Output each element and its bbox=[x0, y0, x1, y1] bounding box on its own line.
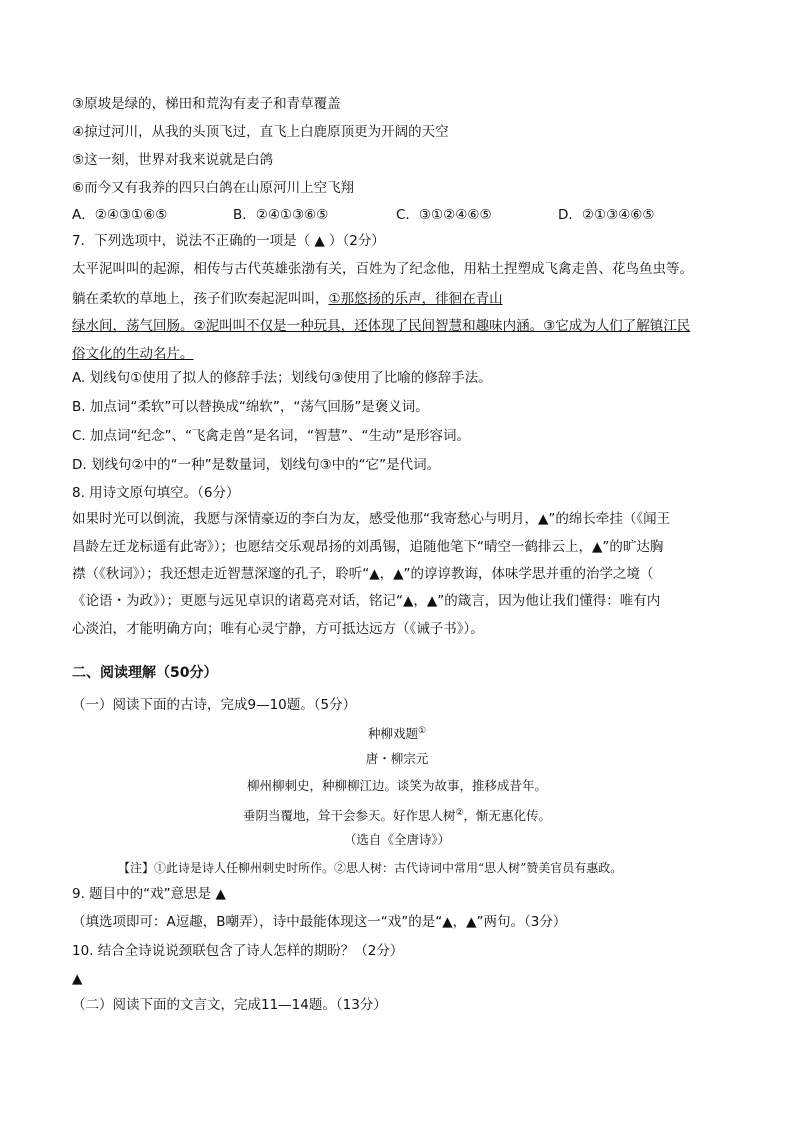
q8-line-1: 如果时光可以倒流，我愿与深情豪迈的李白为友，感受他那“我寄愁心与明月，▲”的绵长牵挂（《闻王 bbox=[72, 511, 671, 527]
q7-option-d: D. 划线句②中的“一种”是数量词，划线句③中的“它”是代词。 bbox=[72, 457, 441, 473]
q8-line-2: 昌龄左迁龙标遥有此寄》）；也愿结交乐观昂扬的刘禹锡，追随他笔下“晴空一鹤排云上，▲”的旷达胸 bbox=[72, 539, 664, 555]
poem-line-2-footnote-mark: ② bbox=[455, 808, 464, 818]
q7-option-b: B. 加点词“柔软”可以替换成“绵软”，“荡气回肠”是褒义词。 bbox=[72, 399, 429, 415]
q7-para-line-2 bbox=[72, 289, 503, 309]
poem-author: 唐・柳宗元 bbox=[365, 751, 429, 766]
poem-line-2 bbox=[0, 804, 794, 825]
section-2-title: 二、阅读理解（50分） bbox=[72, 665, 218, 681]
q6-option-b: B．②④①③⑥⑤ bbox=[233, 207, 329, 223]
q7-para-line-3: 绿水间，荡气回肠。②泥叫叫不仅是一种玩具，还体现了民间智慧和趣味内涵。③它成为人们了解镇江民 bbox=[72, 318, 691, 334]
q6-item-5: ⑤这一刻，世界对我来说就是白鸽 bbox=[72, 152, 274, 168]
q7-para-line-2-text: 躺在柔软的草地上，孩子们吹奏起泥叫叫， bbox=[72, 291, 329, 307]
q10-answer-marker: ▲ bbox=[72, 971, 83, 987]
poem-line-2-b: ，惭无惠化传。 bbox=[463, 808, 552, 824]
q8-line-3: 襟（《秋词》）；我还想走近智慧深邃的孔子，聆听“▲，▲”的谆谆教诲，体味学思并重的治学之境（ bbox=[72, 566, 654, 582]
q7-underlined-sentence-1: ①那悠扬的乐声，徘徊在青山 bbox=[328, 291, 503, 307]
part-2-heading: （二）阅读下面的文言文，完成11—14题。（13分） bbox=[72, 997, 387, 1013]
poem-title bbox=[0, 722, 794, 743]
q6-option-c: C．③①②④⑥⑤ bbox=[396, 207, 492, 223]
poem-title-text: 种柳戏题 bbox=[367, 726, 418, 742]
poem-title-footnote-mark: ① bbox=[417, 726, 427, 736]
q6-item-6: ⑥而今又有我养的四只白鸽在山原河川上空飞翔 bbox=[72, 180, 355, 196]
poem-source: （选自《全唐诗》） bbox=[343, 832, 451, 847]
q6-option-a: A．②④③①⑥⑤ bbox=[72, 207, 168, 223]
poem-line-1: 柳州柳刺史，种柳柳江边。谈笑为故事，推移成昔年。 bbox=[246, 778, 547, 793]
q6-item-3: ③原坡是绿的，梯田和荒沟有麦子和青草覆盖 bbox=[72, 96, 341, 112]
q8-line-4: 《论语・为政》）；更愿与远见卓识的诸葛亮对话，铭记“▲，▲”的箴言，因为他让我们懂得：唯有内 bbox=[72, 593, 661, 609]
q8-stem: 8. 用诗文原句填空。（6分） bbox=[72, 485, 240, 501]
q7-para-line-1: 太平泥叫叫的起源，相传与古代英雄张渤有关，百姓为了纪念他，用粘土捏塑成飞禽走兽、花鸟鱼虫等。 bbox=[72, 261, 693, 277]
q7-stem: 7．下列选项中，说法不正确的一项是（ ▲ ）（2分） bbox=[72, 233, 385, 249]
q8-line-5: 心淡泊，才能明确方向；唯有心灵宁静，方可抵达远方（《诫子书》）。 bbox=[72, 621, 484, 637]
q6-option-d: D．②①③④⑥⑤ bbox=[558, 207, 655, 223]
poem-note: 【注】①此诗是诗人任柳州刺史时所作。②思人树：古代诗词中常用“思人树”赞美官员有惠政。 bbox=[118, 861, 623, 875]
part-1-heading: （一）阅读下面的古诗，完成9—10题。（5分） bbox=[72, 697, 357, 713]
q7-option-a: A. 划线句①使用了拟人的修辞手法；划线句③使用了比喻的修辞手法。 bbox=[72, 370, 492, 386]
q6-item-4: ④掠过河川，从我的头顶飞过，直飞上白鹿原顶更为开阔的天空 bbox=[72, 124, 449, 140]
q9-line-2: （填选项即可：A逗趣，B嘲弄），诗中最能体现这一“戏”的是“▲，▲”两句。（3分） bbox=[72, 914, 567, 930]
q10-stem: 10. 结合全诗说说颈联包含了诗人怎样的期盼？（2分） bbox=[72, 943, 404, 959]
q7-option-c: C. 加点词“纪念”、“飞禽走兽”是名词，“智慧”、“生动”是形容词。 bbox=[72, 428, 470, 444]
q9-stem: 9. 题目中的“戏”意思是 ▲ bbox=[72, 886, 226, 902]
q7-para-line-4: 俗文化的生动名片。 bbox=[72, 346, 194, 362]
poem-line-2-a: 垂阴当覆地，耸干会参天。好作思人树 bbox=[242, 808, 456, 824]
